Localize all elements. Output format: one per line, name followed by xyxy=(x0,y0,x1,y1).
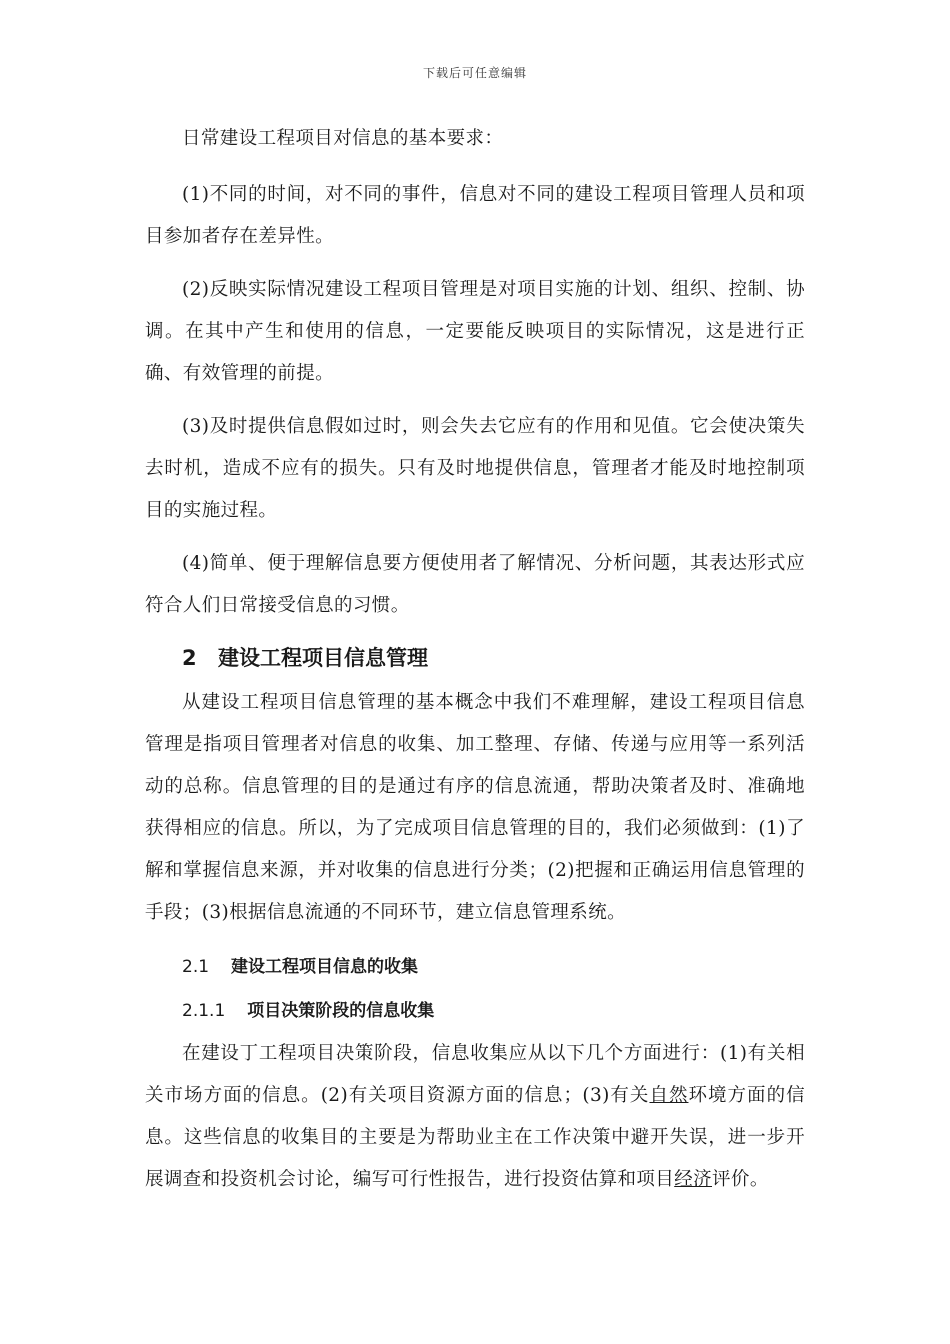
section-2-1-title: 建设工程项目信息的收集 xyxy=(231,957,419,977)
section-2-heading xyxy=(145,638,805,678)
section-2-1-heading xyxy=(145,945,805,989)
page-header: 下载后可任意编辑 xyxy=(422,66,527,80)
section-2-1-1-body xyxy=(145,1033,805,1201)
section-2-1-1-number: 2.1.1 xyxy=(182,1001,226,1021)
section-2-title: 建设工程项目信息管理 xyxy=(218,646,428,670)
document-body xyxy=(145,118,805,1212)
requirement-item-1: (1)不同的时间，对不同的事件，信息对不同的建设工程项目管理人员和项目参加者存在差异性。 xyxy=(145,184,805,247)
section-2-number: 2 xyxy=(182,646,197,670)
body-text-part-3: 评价。 xyxy=(712,1169,769,1190)
body-text-part-2: 环境方面的信息。这些信息的收集目的主要是为帮助业主在工作决策中避开失误，进一步开展调查和投资机会讨论，编写可行性报告，进行投资估算和项目 xyxy=(145,1085,805,1190)
section-2-1-1-heading xyxy=(145,989,805,1033)
link-nature[interactable]: 自然 xyxy=(649,1085,689,1106)
section-2-1-1-title: 项目决策阶段的信息收集 xyxy=(247,1001,435,1021)
requirement-item-4: (4)简单、便于理解信息要方便使用者了解情况、分析问题，其表达形式应符合人们日常接受信息的习惯。 xyxy=(145,553,805,616)
section-2-1-number: 2.1 xyxy=(182,957,210,977)
requirement-item-3: (3)及时提供信息假如过时，则会失去它应有的作用和见值。它会使决策失去时机，造成不应有的损失。只有及时地提供信息，管理者才能及时地控制项目的实施过程。 xyxy=(145,416,805,521)
body-text-part-1: 在建设丁工程项目决策阶段，信息收集应从以下几个方面进行：(1)有关相关市场方面的信息。(2)有关项目资源方面的信息；(3)有关 xyxy=(145,1043,805,1106)
requirement-item-2: (2)反映实际情况建设工程项目管理是对项目实施的计划、组织、控制、协调。在其中产生和使用的信息，一定要能反映项目的实际情况，这是进行正确、有效管理的前提。 xyxy=(145,279,805,384)
link-economy[interactable]: 经济 xyxy=(674,1169,713,1190)
intro-paragraph: 日常建设工程项目对信息的基本要求： xyxy=(182,128,504,149)
section-2-body: 从建设工程项目信息管理的基本概念中我们不难理解，建设工程项目信息管理是指项目管理者对信息的收集、加工整理、存储、传递与应用等一系列活动的总称。信息管理的目的是通过有序的信息流通，帮助决策者及时、准确地获得相应的信息。所以，为了完成项目信息管理的目的，我们必须做到：(1)了解和掌握信息来源，并对收集的信息进行分类；(2)把握和正确运用信息管理的手段；(3)根据信息流通的不同环节，建立信息管理系统。 xyxy=(145,692,805,923)
